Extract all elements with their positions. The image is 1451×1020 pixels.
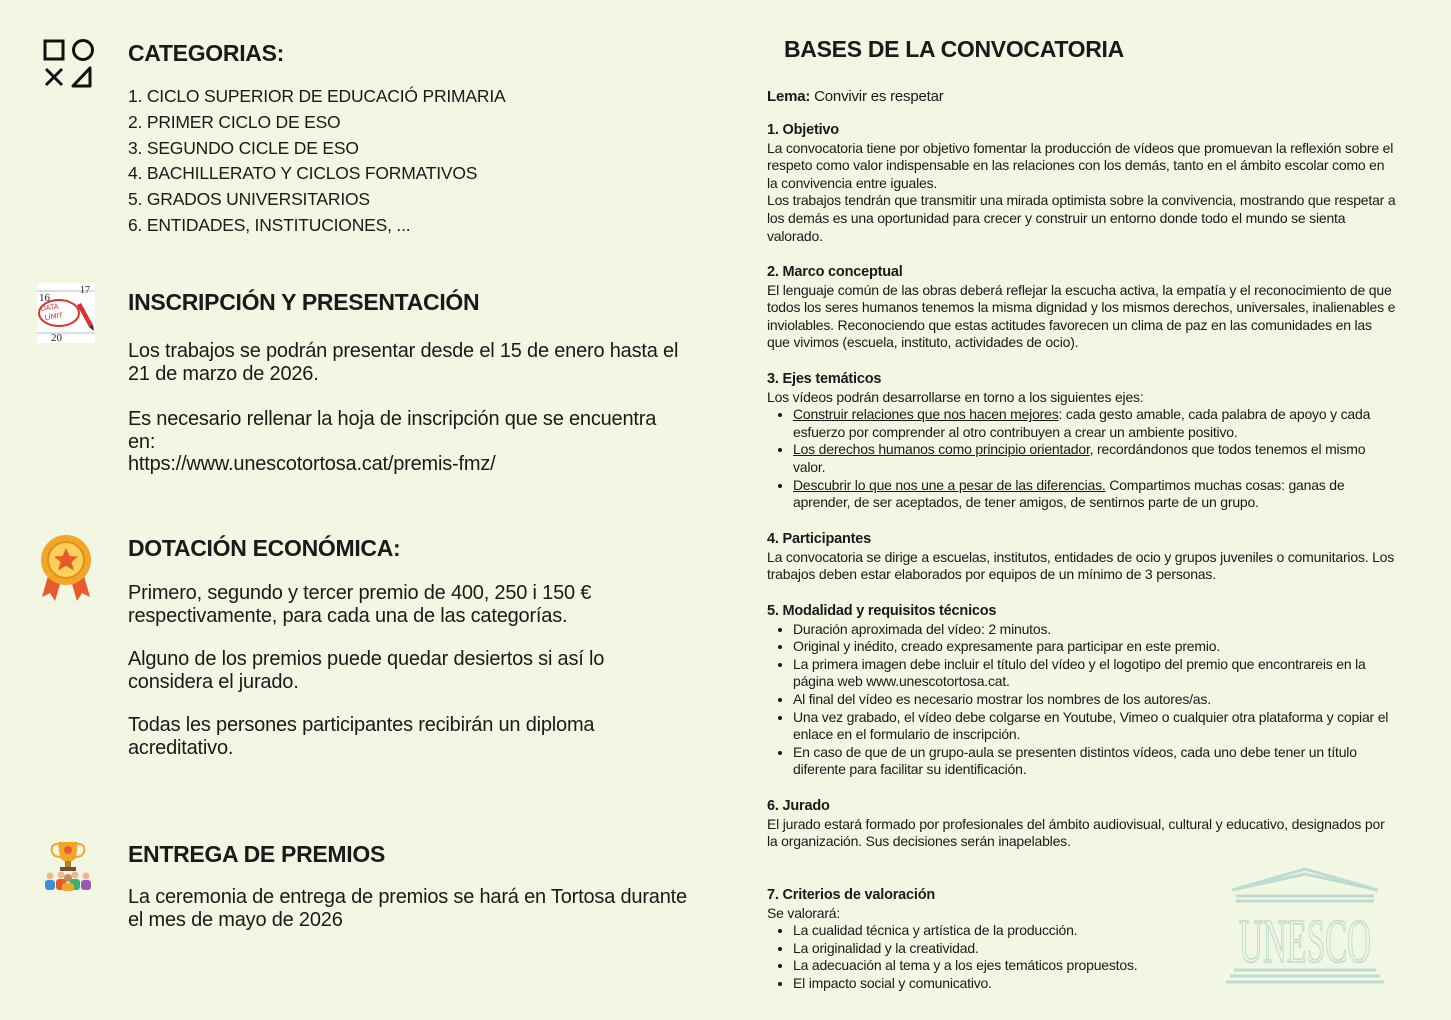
- awards-text: [128, 886, 688, 931]
- calendar-text: DATA: [40, 302, 60, 313]
- awards-title: ENTREGA DE PREMIOS: [128, 841, 386, 867]
- section-modalidad: [767, 603, 1397, 779]
- section-title: 2. Marco conceptual: [767, 264, 903, 280]
- list-item: • La cualidad técnica y artística de la producción.: [793, 922, 1217, 940]
- endowment-title: DOTACIÓN ECONÓMICA:: [128, 535, 401, 561]
- list-item: • Construir relaciones que nos hacen mejores: cada gesto amable, cada palabra de apoyo y cada esfuerzo por comprender al otro contribuyen a crear un ambiente positivo.: [793, 406, 1397, 441]
- list-item: • La originalidad y la creatividad.: [793, 940, 1217, 958]
- logo-text: UNESCO: [1239, 908, 1371, 976]
- list-item: • Descubrir lo que nos une a pesar de las diferencias. Compartimos muchas cosas: ganas de aprender, de ser aceptados, de tener amigos, de sentirnos parte de un grupo.: [793, 477, 1397, 512]
- endowment-diploma: Todas les persones participantes recibirán un diploma acreditativo.: [128, 714, 595, 759]
- section-text: Los trabajos tendrán que transmitir una mirada optimista sobre la convivencia, mostrando que respetar a los demás es una oportunidad para crecer y construir un entorno donde todo el mundo se sienta valorado.: [767, 192, 1396, 244]
- lema-label: Lema:: [767, 88, 811, 105]
- list-item: 4. BACHILLERATO Y CICLOS FORMATIVOS: [128, 163, 478, 184]
- calendar-deadline-icon: [37, 283, 95, 343]
- calendar-text: 20: [51, 332, 62, 343]
- list-item: • La adecuación al tema y a los ejes temáticos propuestos.: [793, 957, 1217, 975]
- trophy-icon: [42, 840, 94, 892]
- list-item: 2. PRIMER CICLO DE ESO: [128, 111, 341, 132]
- section-title: 1. Objetivo: [767, 122, 839, 138]
- list-item: • La primera imagen debe incluir el título del vídeo y el logotipo del premio que encontrareis en la página web www.unescotortosa.cat.: [793, 656, 1397, 691]
- inscription-text: [128, 340, 688, 476]
- categories-list: [128, 84, 505, 239]
- medal-icon: [38, 533, 94, 603]
- section-ejes: [767, 371, 1397, 512]
- list-item: • Duración aproximada del vídeo: 2 minutos.: [793, 621, 1397, 639]
- list-item: • En caso de que de un grupo-aula se presenten distintos vídeos, cada uno debe tener un título diferente para facilitar su identificación.: [793, 744, 1397, 779]
- list-item: • Original y inédito, creado expresamente para participar en este premio.: [793, 638, 1397, 656]
- section-marco: [767, 264, 1397, 352]
- calendar-text: 16: [39, 292, 50, 304]
- calendar-text: 17: [80, 285, 90, 296]
- list-item: • Una vez grabado, el vídeo debe colgarse en Youtube, Vimeo o cualquier otra plataforma y copiar el enlace en el formulario de inscripción.: [793, 709, 1397, 744]
- shapes-icon: [42, 38, 96, 90]
- list-item: 3. SEGUNDO CICLE DE ESO: [128, 137, 359, 158]
- section-jurado: [767, 798, 1397, 851]
- section-objetivo: [767, 122, 1397, 245]
- endowment-text: [128, 582, 688, 759]
- categories-title: CATEGORIAS:: [128, 40, 284, 66]
- inscription-instructions: Es necesario rellenar la hoja de inscripción que se encuentra en:: [128, 408, 657, 453]
- section-text: La convocatoria se dirige a escuelas, institutos, entidades de ocio y grupos juveniles o comunitarios. Los trabajos deben estar elaborados por equipos de un mínimo de 3 personas.: [767, 548, 1395, 583]
- section-title: 3. Ejes temáticos: [767, 371, 882, 387]
- section-text: El lenguaje común de las obras deberá reflejar la escucha activa, la empatía y el reconocimiento de que todos los seres humanos tenemos la misma dignidad y los mismos derechos, universales, inalienables e inviolables. Reconociendo que estas actitudes favorecen un clima de paz en las comunidades en las que vivimos (escuela, instituto, actividades de ocio).: [767, 281, 1396, 351]
- list-item: • Al final del vídeo es necesario mostrar los nombres de los autores/as.: [793, 691, 1397, 709]
- list-item: 5. GRADOS UNIVERSITARIOS: [128, 189, 370, 210]
- list-item: • El impacto social y comunicativo.: [793, 975, 1217, 993]
- lema: [767, 88, 1397, 106]
- list-item: • Los derechos humanos como principio orientador, recordándonos que todos tenemos el mismo valor.: [793, 441, 1397, 476]
- unesco-logo: [1222, 866, 1388, 990]
- section-text: Los vídeos podrán desarrollarse en torno a los siguientes ejes:: [767, 388, 1144, 405]
- section-title: 4. Participantes: [767, 531, 871, 547]
- section-text: La convocatoria tiene por objetivo fomentar la producción de vídeos que promuevan la reflexión sobre el respeto como valor indispensable en las relaciones con los demás, tanto en el ámbito escolar como en la convivencia entre iguales.: [767, 139, 1394, 191]
- inscription-dates: Los trabajos se podrán presentar desde el 15 de enero hasta el 21 de marzo de 2026.: [128, 340, 679, 385]
- section-text: El jurado estará formado por profesionales del ámbito audiovisual, cultural y educativo, designados por la organización. Sus decisiones serán inapelables.: [767, 815, 1385, 850]
- section-title: 6. Jurado: [767, 798, 830, 814]
- calendar-text: LÍMIT: [44, 311, 64, 322]
- section-text: Se valorará:: [767, 904, 841, 921]
- list-item: 1. CICLO SUPERIOR DE EDUCACIÓ PRIMARIA: [128, 86, 506, 106]
- endowment-prizes: Primero, segundo y tercer premio de 400, 250 i 150 € respectivamente, para cada una de las categorías.: [128, 582, 592, 627]
- section-participantes: [767, 531, 1397, 584]
- list-item: 6. ENTIDADES, INSTITUCIONES, ...: [128, 214, 411, 235]
- endowment-desert: Alguno de los premios puede quedar desiertos si así lo considera el jurado.: [128, 648, 605, 693]
- inscription-url[interactable]: https://www.unescotortosa.cat/premis-fmz/: [128, 453, 496, 475]
- inscription-title: INSCRIPCIÓN Y PRESENTACIÓN: [128, 289, 480, 315]
- bases-title: BASES DE LA CONVOCATORIA: [784, 36, 1124, 62]
- section-criterios: [767, 887, 1217, 993]
- lema-value: Convivir es respetar: [814, 88, 944, 105]
- section-title: 5. Modalidad y requisitos técnicos: [767, 603, 997, 619]
- awards-ceremony: La ceremonia de entrega de premios se hará en Tortosa durante el mes de mayo de 2026: [128, 886, 687, 931]
- section-title: 7. Criterios de valoración: [767, 887, 936, 903]
